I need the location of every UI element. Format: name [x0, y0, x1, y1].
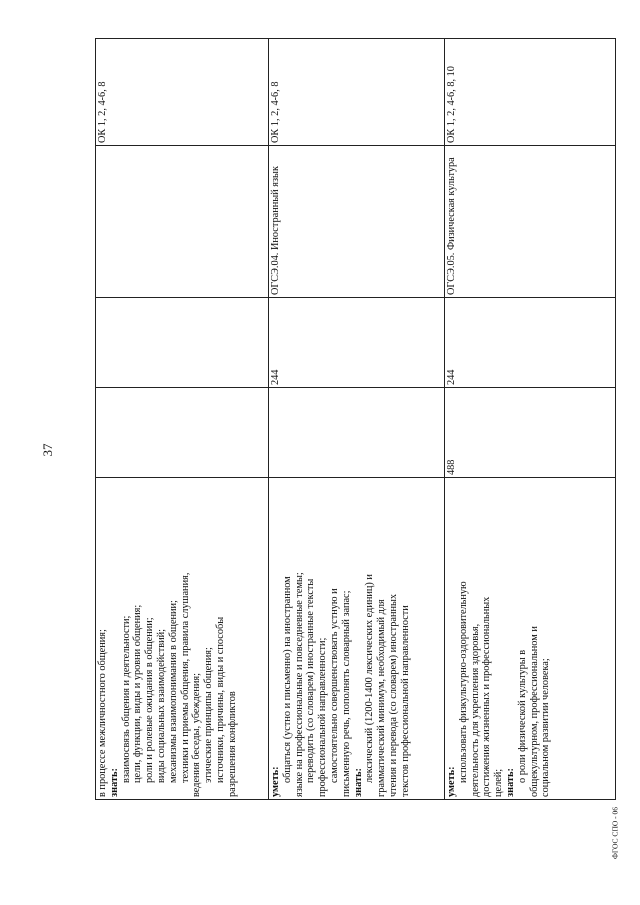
content-line: источники, причины, виды и способы: [214, 616, 226, 783]
content-line: техники и приемы общения, правила слушания,: [179, 572, 191, 783]
table-row: [444, 38, 616, 800]
page-number: 37: [40, 443, 55, 457]
table-frame: [95, 38, 616, 800]
content-line: общекультурном, профессиональном и: [528, 626, 540, 797]
total-hours-cell: [268, 388, 444, 478]
content-cell: [268, 478, 444, 800]
total-hours-cell: [95, 388, 268, 478]
competencies-cell: ОК 1, 2, 4-6, 8: [97, 81, 108, 143]
content-line: языке на профессиональные и повседневные темы;: [293, 572, 305, 797]
content-line: достижения жизненных и профессиональных: [481, 596, 493, 797]
hours-cell: 244: [446, 369, 457, 385]
content-line: в процессе межличностного общения;: [97, 629, 108, 797]
content-cell: [444, 478, 616, 800]
hours-cell: [95, 298, 268, 388]
content-line: знать:: [108, 768, 120, 797]
content-line: переводить (со словарем) иностранные тексты: [305, 578, 317, 783]
content-line: общаться (устно и письменно) на иностранном: [281, 576, 293, 783]
content-line: цели, функции, виды и уровни общения;: [132, 604, 144, 783]
competencies-cell: ОК 1, 2, 4-6, 8, 10: [446, 66, 457, 143]
content-line: уметь:: [446, 766, 457, 797]
competency-table: [95, 38, 616, 800]
content-line: целей;: [493, 768, 505, 797]
competencies-cell: ОК 1, 2, 4-6, 8: [270, 81, 281, 143]
content-line: письменную речь, пополнять словарный запас;: [340, 590, 352, 797]
discipline-cell: [95, 146, 268, 298]
content-line: о роли физической культуры в: [516, 649, 528, 783]
content-line: деятельность для укрепления здоровья,: [469, 623, 481, 797]
content-line: использовать физкультурно-оздоровительную: [457, 581, 469, 783]
content-line: чтения и перевода (со словарем) иностранных: [387, 593, 399, 797]
content-line: грамматический минимум, необходимый для: [376, 599, 388, 797]
content-line: знать:: [352, 768, 364, 797]
content-line: социальном развитии человека;: [540, 658, 552, 797]
content-line: механизмы взаимопонимания в общении;: [167, 600, 179, 783]
content-cell: [95, 478, 268, 800]
discipline-cell: ОГСЭ.05. Физическая культура: [446, 157, 457, 295]
content-line: роли и ролевые ожидания в общении;: [144, 617, 156, 783]
table-row: [95, 38, 268, 800]
content-line: взаимосвязь общения и деятельности;: [120, 615, 132, 783]
discipline-cell: ОГСЭ.04. Иностранный язык: [270, 166, 281, 295]
content-line: самостоятельно совершенствовать устную и: [328, 588, 340, 783]
footer-label: ФГОС СПО - 06: [610, 806, 620, 860]
content-line: уметь:: [270, 766, 281, 797]
content-line: профессиональной направленности;: [317, 637, 329, 797]
table-row: [268, 38, 444, 800]
content-line: ведения беседы, убеждения;: [191, 673, 203, 797]
content-line: этические принципы общения;: [203, 647, 215, 783]
content-line: разрешения конфликтов: [226, 691, 238, 797]
content-line: текстов профессиональной направленности: [399, 605, 411, 797]
hours-cell: 244: [270, 369, 281, 385]
total-hours-cell: 488: [446, 459, 457, 475]
content-line: лексический (1200-1400 лексических единиц) и: [364, 574, 376, 783]
content-line: виды социальных взаимодействий;: [155, 628, 167, 783]
content-line: знать:: [504, 768, 516, 797]
